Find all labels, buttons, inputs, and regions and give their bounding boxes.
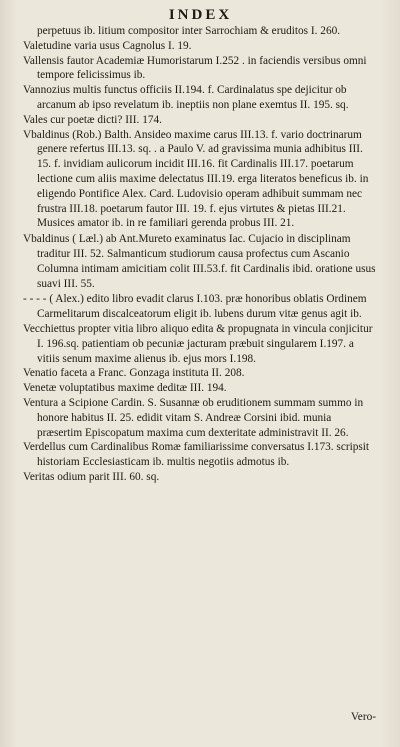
index-entry: Veritas odium parit III. 60. sq. [23, 470, 160, 483]
index-entry: Ventura a Scipione Cardin. S. Susannæ ob eruditionem summam summo in honore habitus II. 25. edidit vitam S. Andreæ Corsini ibid. munia præsertim Episcopatum maxima cum dexteritate administravit II. 26. [23, 396, 364, 439]
index-entries [23, 24, 378, 485]
index-entry: Vallensis fautor Academiæ Humoristarum I.252 . in faciendis versibus omni tempore felicissimus ib. [23, 54, 367, 82]
index-entry: perpetuus ib. litium compositor inter Sarrochiam & eruditos I. 260. [37, 25, 341, 37]
index-entry: Verdellus cum Cardinalibus Romæ familiarissime conversatus I.173. scripsit historiam Ecclesiasticam ib. multis negotiis admotus ib. [23, 441, 370, 469]
index-entry: Venatio faceta a Franc. Gonzaga instituta II. 208. [23, 367, 245, 380]
page-header: INDEX [168, 7, 233, 23]
catchword: Vero- [350, 711, 376, 723]
index-entry: Vales cur poetæ dicti? III. 174. [23, 113, 162, 126]
index-entry: - - - - ( Alex.) edito libro evadit clarus I.103. præ honoribus oblatis Ordinem Carmelitarum discalceatorum eligit ib. lubens durum vitæ genus agit ib. [23, 293, 367, 321]
index-entry: Vbaldinus (Rob.) Balth. Ansideo maxime carus III.13. f. vario doctrinarum genere refertus III.13. sq. . a Paulo V. ad gravissima munia adhibitus III. 15. f. invidiam aulicorum incidit III.16. fit Cardinalis III.17. poetarum lectione cum aliis maxime delectatus III.19. erga literatos beneficus ib. in eligendo Pontifice Alex. Card. Ludovisio operam adhibuit summam nec frustra III.18. poetarum fautor III. 19. f. ejus virtutes & pietas III.21. Musices amator ib. in re familiari gerenda probus III. 21. [23, 128, 369, 230]
index-entry: Vecchiettus propter vitia libro aliquo edita & propugnata in vincula conjicitur I. 196.sq. patientiam ob pecuniæ jacturam præbuit singularem I.197. a vitiis senum maxime alienus ib. ejus mors I.198. [23, 322, 373, 365]
index-entry: Valetudine varia usus Cagnolus I. 19. [23, 39, 192, 52]
index-entry: Vbaldinus ( Læl.) ab Ant.Mureto examinatus Iac. Cujacio in disciplinam traditur III. 52. Salmanticum studiorum causa profectus cum Ascanio Columna intimam amicitiam colit III.53.f. fit Cardinalis ibid. oratione usus suavi III. 55. [23, 233, 376, 290]
index-entry: Vannozius multis functus officiis II.194. f. Cardinalatus spe dejicitur ob arcanum ab ipso revelatum ib. ineptiis non plane exemtus II. 195. sq. [23, 84, 349, 111]
index-entry: Venetæ voluptatibus maxime deditæ III. 194. [23, 382, 227, 395]
